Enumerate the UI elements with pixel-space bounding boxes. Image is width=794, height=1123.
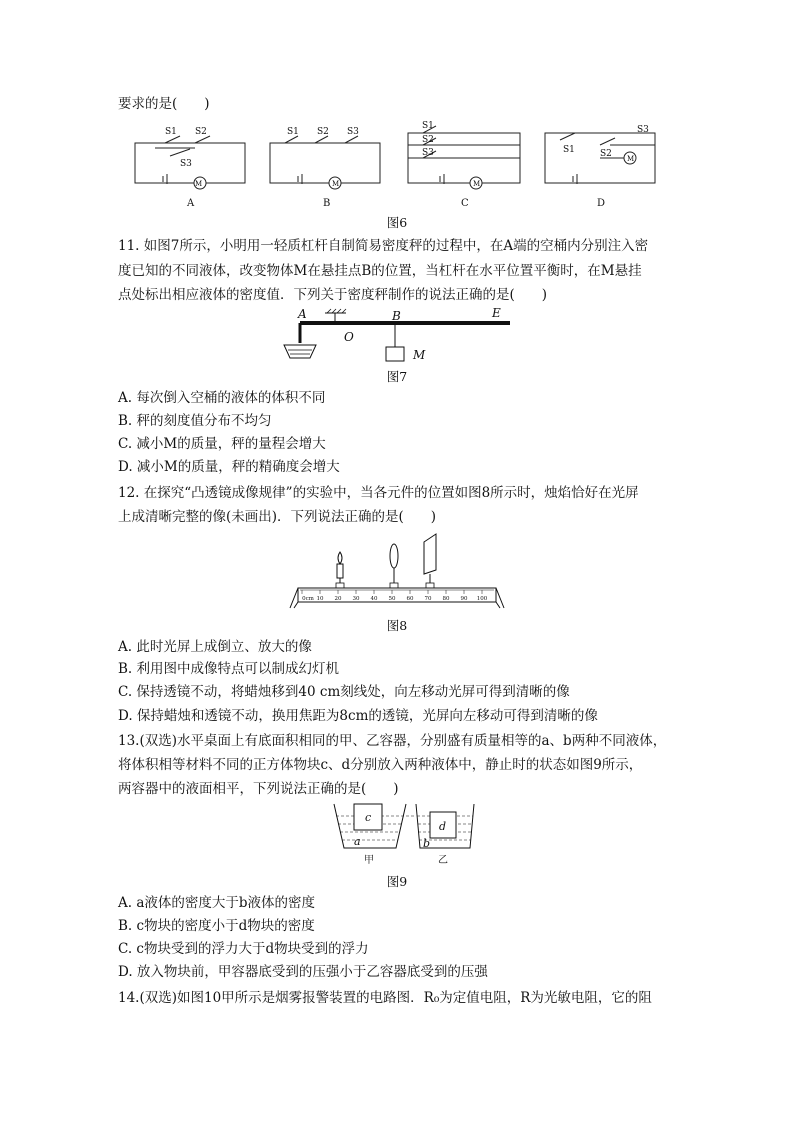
fig6-label-a: A <box>187 198 195 209</box>
q12-line-2: 上成清晰完整的像(未画出)．下列说法正确的是( ) <box>118 509 437 525</box>
fig8-tick-70: 70 <box>424 596 432 602</box>
fig8-caption: 图8 <box>386 618 408 633</box>
q11-line-1: 11. 如图7所示，小明用一轻质杠杆自制简易密度秤的过程中，在A端的空桶内分别注入密 <box>118 238 649 254</box>
q11-line-2: 度已知的不同液体，改变物体M在悬挂点B的位置，当杠杆在水平位置平衡时，在M悬挂 <box>118 263 642 279</box>
q12-option-c: C. 保持透镜不动，将蜡烛移到40 cm刻线处，向左移动光屏可得到清晰的像 <box>118 684 570 700</box>
svg-text:S2: S2 <box>422 135 434 145</box>
q13-line-1: 13.(双选)水平桌面上有底面积相同的甲、乙容器，分别盛有质量相等的a、b两种不同液体， <box>118 733 667 749</box>
q13-option-d: D. 放入物块前，甲容器底受到的压强小于乙容器底受到的压强 <box>118 964 488 980</box>
fig8-tick-40: 40 <box>370 596 378 602</box>
fig7-label-m: M <box>413 348 426 362</box>
svg-text:S3: S3 <box>637 125 649 135</box>
q11-option-b: B. 秤的刻度值分布不均匀 <box>118 413 272 429</box>
fig7-label-b: B <box>392 309 401 323</box>
fig8-tick-100: 100 <box>476 596 488 602</box>
fig6-caption: 图6 <box>386 215 408 230</box>
svg-text:S1: S1 <box>165 127 177 137</box>
circuit-b <box>270 136 380 189</box>
q13-option-a: A. a液体的密度大于b液体的密度 <box>118 895 316 911</box>
fig8-tick-50: 50 <box>388 596 396 602</box>
svg-text:M: M <box>627 155 635 163</box>
figure-6-circuits <box>125 118 665 213</box>
svg-text:S2: S2 <box>195 127 207 137</box>
fig9-label-d: d <box>439 820 447 833</box>
svg-text:S2: S2 <box>317 127 329 137</box>
svg-text:S3: S3 <box>180 159 192 169</box>
fig7-caption: 图7 <box>386 369 408 384</box>
fig8-tick-0: 0cm <box>302 596 314 602</box>
q12-line-1: 12. 在探究“凸透镜成像规律”的实验中，当各元件的位置如图8所示时，烛焰恰好在光屏 <box>118 485 639 501</box>
q14-line-1: 14.(双选)如图10甲所示是烟雾报警装置的电路图．R₀为定值电阻，R为光敏电阻，它的阻 <box>118 990 652 1006</box>
fig9-label-yi: 乙 <box>438 855 448 866</box>
figure-9-containers <box>330 800 480 868</box>
svg-text:S1: S1 <box>563 145 575 155</box>
q12-option-a: A. 此时光屏上成倒立、放大的像 <box>118 639 312 655</box>
figure-7-lever <box>280 303 520 365</box>
q13-line-2: 将体积相等材料不同的正方体物块c、d分别放入两种液体中，静止时的状态如图9所示， <box>118 757 643 773</box>
svg-text:S3: S3 <box>347 127 359 137</box>
fig9-label-jia: 甲 <box>364 855 374 866</box>
q12-option-b: B. 利用图中成像特点可以制成幻灯机 <box>118 661 340 677</box>
q11-option-a: A. 每次倒入空桶的液体的体积不同 <box>118 390 326 406</box>
fig8-tick-20: 20 <box>334 596 342 602</box>
svg-text:S3: S3 <box>422 148 434 158</box>
fig7-label-e: E <box>492 306 501 320</box>
fig8-tick-10: 10 <box>316 596 324 602</box>
fig8-tick-60: 60 <box>406 596 414 602</box>
fig6-label-b: B <box>323 198 331 209</box>
fig9-label-c: c <box>365 811 372 824</box>
fig7-label-a: A <box>298 307 307 321</box>
fig9-label-a: a <box>354 835 361 848</box>
figure-8-optical-bench <box>288 528 506 612</box>
intro-line: 要求的是( ) <box>118 96 210 112</box>
svg-text:M: M <box>473 180 481 188</box>
svg-text:M: M <box>332 180 340 188</box>
fig9-label-b: b <box>423 837 431 850</box>
q13-line-3: 两容器中的液面相平，下列说法正确的是( ) <box>118 781 399 797</box>
svg-text:S2: S2 <box>600 149 612 159</box>
fig8-tick-90: 90 <box>460 596 468 602</box>
fig7-label-o: O <box>344 330 354 344</box>
fig8-tick-80: 80 <box>442 596 450 602</box>
svg-text:M: M <box>195 180 203 188</box>
q13-option-c: C. c物块受到的浮力大于d物块受到的浮力 <box>118 941 369 957</box>
fig9-caption: 图9 <box>386 874 408 889</box>
fig6-label-d: D <box>597 198 606 209</box>
q13-option-b: B. c物块的密度小于d物块的密度 <box>118 918 315 934</box>
svg-text:S1: S1 <box>422 121 434 131</box>
q12-option-d: D. 保持蜡烛和透镜不动，换用焦距为8cm的透镜，光屏向左移动可得到清晰的像 <box>118 708 598 724</box>
q11-option-d: D. 减小M的质量，秤的精确度会增大 <box>118 459 340 475</box>
q11-option-c: C. 减小M的质量，秤的量程会增大 <box>118 436 326 452</box>
svg-text:S1: S1 <box>287 127 299 137</box>
fig6-label-c: C <box>461 198 469 209</box>
q11-line-3: 点处标出相应液体的密度值．下列关于密度秤制作的说法正确的是( ) <box>118 287 548 303</box>
fig8-tick-30: 30 <box>352 596 360 602</box>
